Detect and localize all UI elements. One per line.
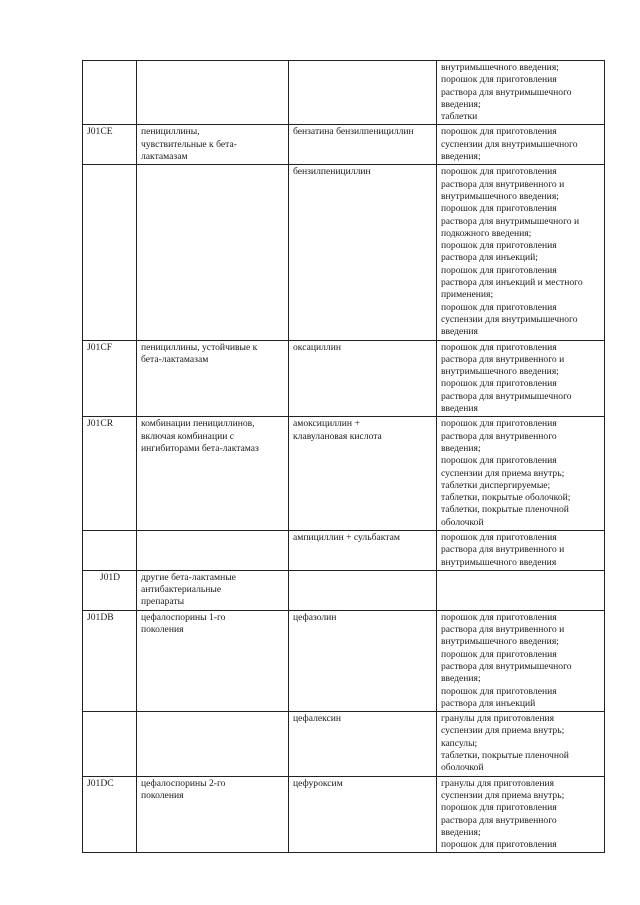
forms-cell	[437, 776, 605, 853]
drug-cell	[289, 417, 437, 531]
table-row	[83, 125, 605, 165]
group-cell	[137, 530, 289, 570]
drug-text: цефуроксим	[293, 777, 343, 789]
atc-code-cell: J01DB	[83, 610, 137, 711]
group-text: пенициллины, чувствительные к бета- лактамазам	[141, 126, 237, 163]
forms-text: внутримышечного введения; порошок для приготовления раствора для внутримышечного введения; таблетки	[441, 62, 572, 123]
group-cell	[137, 776, 289, 853]
drug-cell	[289, 165, 437, 340]
forms-cell	[437, 340, 605, 417]
table-row	[83, 340, 605, 417]
atc-code-cell	[83, 165, 137, 340]
drug-cell	[289, 61, 437, 125]
group-cell	[137, 610, 289, 711]
group-cell	[137, 340, 289, 417]
group-cell	[137, 417, 289, 531]
group-text: комбинации пенициллинов, включая комбинации с ингибиторами бета-лактамаз	[141, 418, 259, 454]
group-text: другие бета-лактамные антибактериальные препараты	[141, 571, 236, 608]
drug-text: цефазолин	[293, 611, 337, 623]
drug-cell	[289, 340, 437, 417]
forms-cell	[437, 165, 605, 340]
atc-code-cell	[83, 712, 137, 776]
group-text: цефалоспорины 2-го поколения	[141, 777, 226, 801]
table-row	[83, 570, 605, 610]
forms-cell	[437, 570, 605, 610]
drug-cell	[289, 610, 437, 711]
table-row	[83, 776, 605, 853]
forms-text: гранулы для приготовления суспензии для приема внутрь; порошок для приготовления раствора для внутривенного введения; порошок для приготовления	[441, 777, 565, 851]
document-page	[82, 60, 604, 853]
atc-code-cell: J01DC	[83, 776, 137, 853]
atc-code-cell	[83, 530, 137, 570]
table-row	[83, 61, 605, 125]
forms-text: порошок для приготовления суспензии для внутримышечного введения;	[441, 126, 578, 163]
forms-text: гранулы для приготовления суспензии для приема внутрь; капсулы; таблетки, покрытые пленочной оболочкой	[441, 713, 569, 774]
group-cell	[137, 570, 289, 610]
table-row	[83, 417, 605, 531]
medication-table	[82, 60, 605, 853]
drug-text: бензатина бензилпенициллин	[293, 126, 414, 138]
group-cell	[137, 165, 289, 340]
drug-text: оксациллин	[293, 341, 341, 353]
forms-text: порошок для приготовления раствора для внутривенного введения; порошок для приготовления суспензии для приема внутрь; таблетки диспергируемые; таблетки, покрытые оболочкой; таблетки, покрытые пленочной оболочкой	[441, 418, 571, 528]
forms-text: порошок для приготовления раствора для внутривенного и внутримышечного введения; порошок для приготовления раствора для внутримышечного введения	[441, 341, 572, 415]
group-cell	[137, 61, 289, 125]
atc-code-cell: J01CR	[83, 417, 137, 531]
drug-cell	[289, 570, 437, 610]
table-row	[83, 712, 605, 776]
drug-text: ампициллин + сульбактам	[293, 531, 400, 543]
group-cell	[137, 712, 289, 776]
atc-code-cell: J01CF	[83, 340, 137, 417]
drug-text: бензилпенициллин	[293, 166, 371, 178]
atc-code-cell	[83, 61, 137, 125]
forms-text: порошок для приготовления раствора для внутривенного и внутримышечного введения	[441, 531, 565, 568]
drug-text: цефалексин	[293, 713, 342, 725]
forms-cell	[437, 125, 605, 165]
forms-cell	[437, 712, 605, 776]
drug-cell	[289, 125, 437, 165]
table-row	[83, 530, 605, 570]
drug-cell	[289, 712, 437, 776]
group-text: пенициллины, устойчивые к бета-лактамазам	[141, 341, 258, 365]
group-text: цефалоспорины 1-го поколения	[141, 611, 226, 636]
forms-cell	[437, 61, 605, 125]
drug-cell	[289, 530, 437, 570]
table-row	[83, 165, 605, 340]
forms-text: порошок для приготовления раствора для внутривенного и внутримышечного введения; порошок для приготовления раствора для внутримышечного введения; порошок для приготовления раствора для инъекций	[441, 611, 572, 709]
forms-cell	[437, 610, 605, 711]
forms-cell	[437, 417, 605, 531]
drug-text: амоксициллин + клавулановая кислота	[293, 418, 382, 442]
group-cell	[137, 125, 289, 165]
forms-text: порошок для приготовления раствора для внутривенного и внутримышечного введения; порошок для приготовления раствора для внутримышечного и подкожного введения; порошок для приготовления раствора для инъекций; порошок для приготовления раствора для инъекций и местного применения; порошок для приготовления суспензии для внутримышечного введения	[441, 166, 583, 338]
atc-code-cell: J01CE	[83, 125, 137, 165]
forms-cell	[437, 530, 605, 570]
table-row	[83, 610, 605, 711]
drug-cell	[289, 776, 437, 853]
atc-code-cell: J01D	[83, 570, 137, 610]
